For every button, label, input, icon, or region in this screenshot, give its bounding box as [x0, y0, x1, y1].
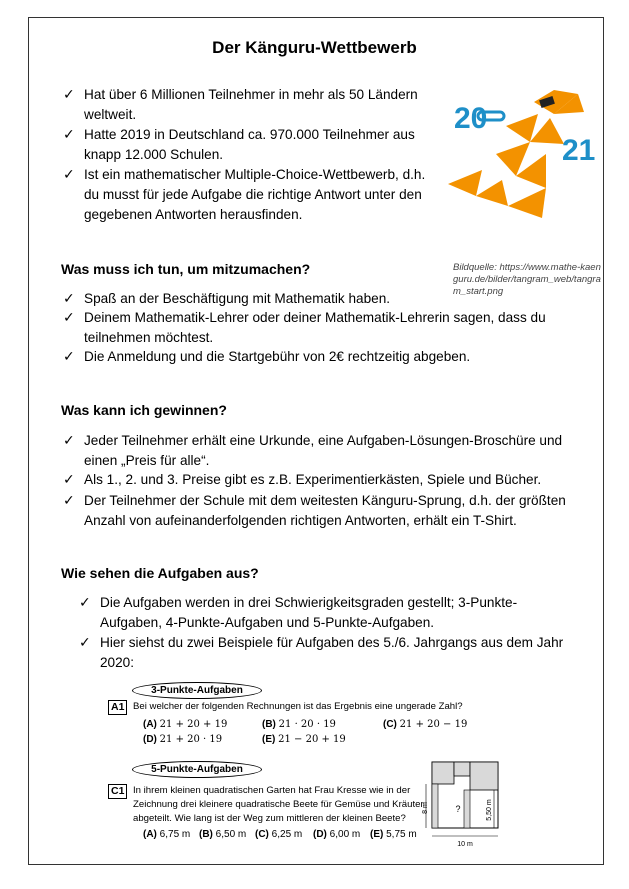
intro-line: gegebenen Antworten herausfinden. [84, 207, 303, 222]
task-question: abgeteilt. Wie lang ist der Weg zum mittleren der kleinen Beete? [133, 813, 406, 824]
check-icon: ✓ [63, 471, 75, 487]
figure-label-left: 8 m [422, 802, 429, 814]
section-line: Spaß an der Beschäftigung mit Mathematik haben. [84, 291, 391, 306]
check-icon: ✓ [63, 309, 75, 325]
section-line: Deinem Mathematik-Lehrer oder deiner Mathematik-Lehrerin sagen, dass du [84, 310, 546, 325]
check-icon: ✓ [79, 634, 91, 650]
option-value: 21 · 20 · 19 [278, 719, 336, 730]
option-letter: (A) [143, 829, 157, 840]
difficulty-pill: 5-Punkte-Aufgaben [132, 761, 262, 778]
option-letter: (C) [383, 719, 397, 730]
option-value: 21 − 20 + 19 [278, 734, 346, 745]
check-icon: ✓ [63, 166, 75, 182]
option-letter: (D) [143, 734, 157, 745]
section-heading: Wie sehen die Aufgaben aus? [61, 565, 259, 581]
section-line: Der Teilnehmer der Schule mit dem weitesten Känguru-Sprung, d.h. der größten [84, 493, 566, 508]
task-question: Zeichnung drei kleinere quadratische Beete für Gemüse und Kräuter [133, 799, 424, 810]
check-icon: ✓ [63, 290, 75, 306]
section-line: Die Aufgaben werden in drei Schwierigkeitsgraden gestellt; 3-Punkte- [100, 595, 518, 610]
option-letter: (A) [143, 719, 157, 730]
figure-question-mark: ? [455, 804, 461, 814]
intro-line: du musst für jede Aufgabe die richtige Antwort unter den [84, 187, 422, 202]
check-icon: ✓ [63, 492, 75, 508]
intro-line: Hatte 2019 in Deutschland ca. 970.000 Teilnehmer aus [84, 127, 415, 142]
section-line: Anzahl von aufeinanderfolgenden richtigen Antworten, erhält ein T-Shirt. [84, 513, 517, 528]
section-line: Jeder Teilnehmer erhält eine Urkunde, eine Aufgaben-Lösungen-Broschüre und [84, 433, 563, 448]
option-value: 6,25 m [271, 829, 303, 840]
option-value: 21 + 20 − 19 [399, 719, 468, 730]
option-value: 6,75 m [159, 829, 191, 840]
garden-figure [420, 760, 502, 852]
section-heading: Was kann ich gewinnen? [61, 402, 227, 418]
section-line: teilnehmen möchtest. [84, 330, 214, 345]
task-question: Bei welcher der folgenden Rechnungen ist das Ergebnis eine ungerade Zahl? [133, 701, 463, 712]
intro-line: Ist ein mathematischer Multiple-Choice-Wettbewerb, d.h. [84, 167, 426, 182]
option-value: 6,00 m [329, 829, 361, 840]
check-icon: ✓ [63, 348, 75, 364]
image-credit: Bildquelle: https://www.mathe-kaenguru.de/bilder/tangram_web/tangram_start.png [453, 262, 601, 297]
page-title: Der Känguru-Wettbewerb [212, 38, 417, 57]
check-icon: ✓ [63, 86, 75, 102]
figure-label-bottom: 10 m [457, 841, 473, 848]
check-icon: ✓ [63, 432, 75, 448]
section-line: einen „Preis für alle“. [84, 453, 210, 468]
task-label: C1 [108, 784, 127, 799]
check-icon: ✓ [79, 594, 91, 610]
option-value: 6,50 m [215, 829, 247, 840]
kangaroo-tangram-logo [446, 84, 611, 220]
logo-year-bottom: 21 [562, 134, 596, 167]
section-line: 2020: [100, 655, 135, 670]
option-letter: (C) [255, 829, 269, 840]
option-value: 5,75 m [386, 829, 417, 840]
option-value: 21 + 20 · 19 [159, 734, 223, 745]
task-question: In ihrem kleinen quadratischen Garten hat Frau Kresse wie in der [133, 785, 411, 796]
section-line: Hier siehst du zwei Beispiele für Aufgaben des 5./6. Jahrgangs aus dem Jahr [100, 635, 564, 650]
intro-line: weltweit. [84, 107, 137, 122]
check-icon: ✓ [63, 126, 75, 142]
option-letter: (D) [313, 829, 327, 840]
difficulty-pill: 3-Punkte-Aufgaben [132, 682, 262, 699]
option-letter: (E) [262, 734, 276, 745]
section-line: Die Anmeldung und die Startgebühr von 2€ rechtzeitig abgeben. [84, 349, 471, 364]
figure-label-right: 5,50 m [486, 799, 493, 821]
option-letter: (E) [370, 829, 384, 840]
task-label: A1 [108, 700, 127, 715]
option-letter: (B) [199, 829, 213, 840]
intro-line: knapp 12.000 Schulen. [84, 147, 224, 162]
section-line: Als 1., 2. und 3. Preise gibt es z.B. Experimentierkästen, Spiele und Bücher. [84, 472, 542, 487]
section-line: Aufgaben, 4-Punkte-Aufgaben und 5-Punkte-Aufgaben. [100, 615, 435, 630]
intro-line: Hat über 6 Millionen Teilnehmer in mehr als 50 Ländern [84, 87, 418, 102]
section-heading: Was muss ich tun, um mitzumachen? [61, 261, 311, 277]
option-letter: (B) [262, 719, 276, 730]
logo-year-top: 20 [454, 102, 488, 135]
option-value: 21 + 20 + 19 [159, 719, 228, 730]
